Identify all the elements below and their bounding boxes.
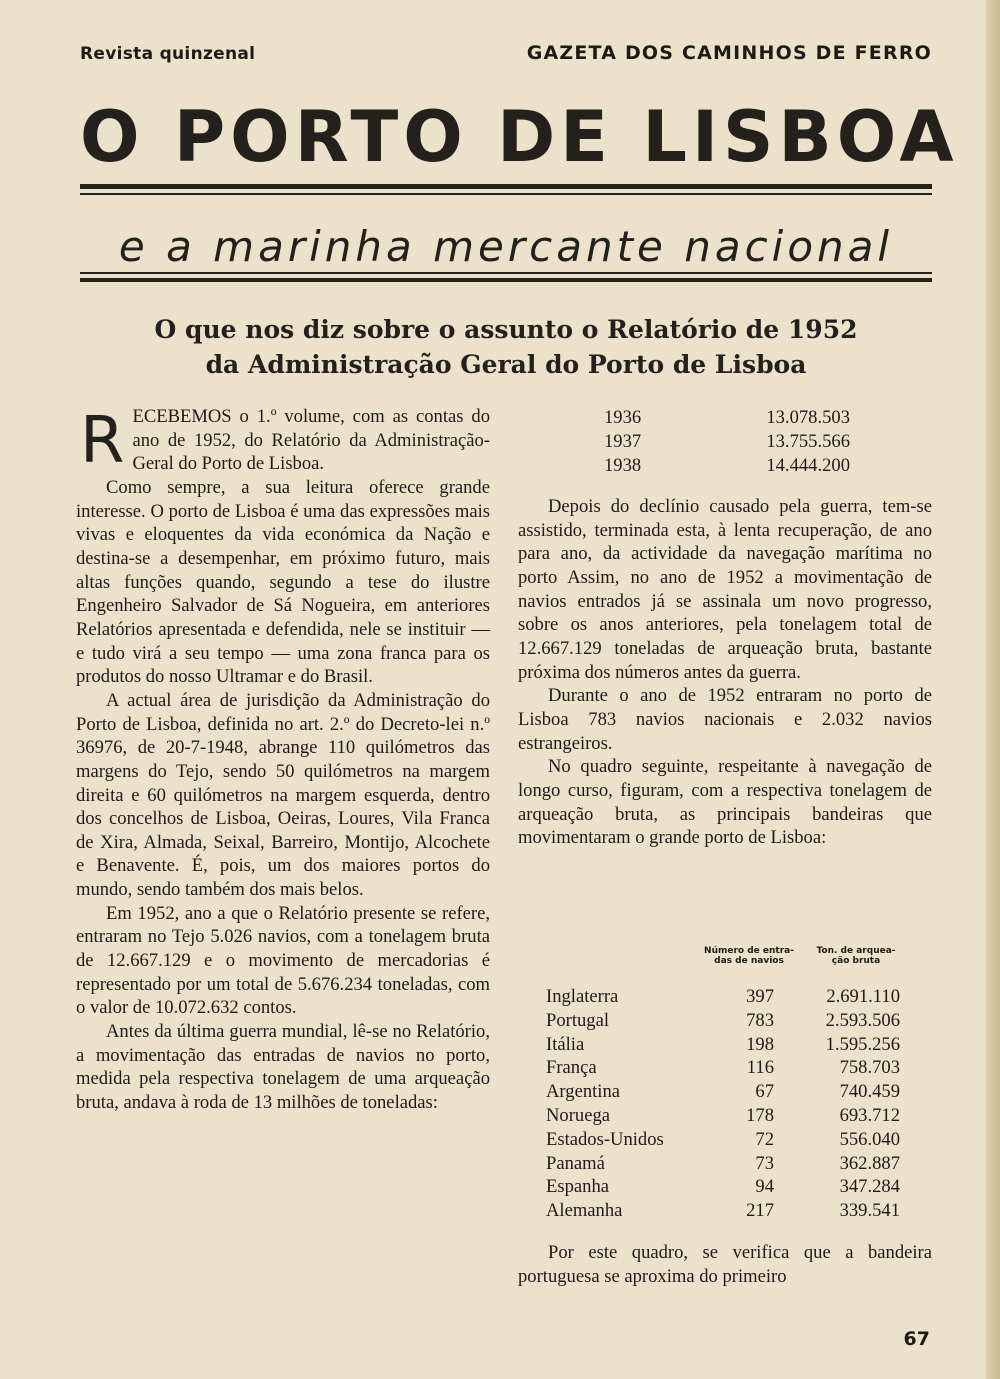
country-cell: Noruega [546,1104,611,1126]
table-row [546,1199,900,1223]
title-rule-thick [80,184,932,189]
table-row [546,985,900,1009]
tonnage-cell: 362.887 [839,1152,900,1174]
tonnage-cell: 13.755.566 [766,431,850,452]
table-row [546,1009,900,1033]
closing-text [518,1241,932,1288]
header-line: das de navios [714,956,784,966]
country-cell: Espanha [546,1176,609,1198]
drop-cap: R [80,404,125,478]
ships-cell: 73 [755,1152,774,1174]
header-ship-entries [700,946,798,966]
header-line: Número de entra- [704,946,794,956]
paragraph-recovery: Depois do declínio causado pela guerra, tem-se assistido, terminada esta, à lenta recuperação, de ano para ano, da actividade da navegação marítima no porto Assim, no ano de 1952 a movimentação de navios entrados já se assinala um novo progresso, sobre os anos anteriores, pela tonelagem total de 12.667.129 toneladas de arqueação bruta, bastante próxima dos números antes da guerra. [518,496,932,683]
header-gross-tonnage [806,946,906,966]
country-cell: Estados-Unidos [546,1128,664,1150]
title-rule-thin [80,193,932,195]
tonnage-cell: 740.459 [839,1081,900,1103]
tonnage-cell: 347.284 [839,1176,900,1198]
table-row [560,430,890,454]
tonnage-cell: 14.444.200 [766,455,850,476]
country-cell: Panamá [546,1152,605,1174]
country-cell: Alemanha [546,1200,623,1222]
country-cell: Portugal [546,1009,610,1031]
ships-cell: 217 [746,1200,774,1222]
paragraph-table-intro: No quadro seguinte, respeitante à navegação de longo curso, figuram, com a respectiva tonelagem de arqueação bruta, as principais bandeiras que movimentaram o grande porto de Lisboa: [518,756,932,849]
country-cell: Inglaterra [546,986,619,1007]
tonnage-cell: 556.040 [839,1128,900,1150]
publication-name: GAZETA DOS CAMINHOS DE FERRO [526,42,932,64]
paragraph-intro-text: ECEBEMOS o 1.º volume, com as contas do ano de 1952, do Relatório da Administração-Geral do Porto de Lisboa. [132,406,490,475]
tonnage-cell: 1.595.256 [825,1033,900,1055]
paragraph-1952-figures: Em 1952, ano a que o Relatório presente se refere, entraram no Tejo 5.026 navios, com a tonelagem bruta de 12.667.129 e o movimento de mercadorias é representado por um total de 5.676.234 toneladas, com o valor de 10.072.632 contos. [76,902,490,1019]
table-row [560,406,890,430]
country-cell: França [546,1057,597,1079]
flags-table [546,985,900,1223]
year-cell: 1937 [604,431,642,452]
table-row [546,1080,900,1104]
page-number: 67 [903,1328,930,1350]
table-row [546,1056,900,1080]
paragraph-prewar: Antes da última guerra mundial, lê-se no Relatório, a movimentação das entradas de navios no porto, medida pela respectiva tonelagem de uma arqueação bruta, andava à roda de 13 milhões de toneladas: [76,1021,490,1114]
header-line: ção bruta [831,956,881,966]
ships-cell: 94 [755,1176,774,1198]
ships-cell: 783 [746,1009,774,1031]
tonnage-cell: 693.712 [839,1104,900,1126]
year-cell: 1938 [604,455,642,476]
ships-cell: 178 [746,1104,774,1126]
right-column [518,495,932,850]
tonnage-cell: 339.541 [839,1200,900,1222]
tonnage-cell: 758.703 [839,1057,900,1079]
header-line: Ton. de arquea- [816,946,896,956]
table-row [546,1152,900,1176]
periodicity-label: Revista quinzenal [80,44,256,64]
paragraph-intro [76,405,490,476]
ships-cell: 67 [755,1081,774,1103]
article-title: O PORTO DE LISBOA [80,96,959,178]
article-lead [120,312,892,382]
tonnage-cell: 13.078.503 [766,407,850,428]
ships-cell: 72 [755,1128,774,1150]
left-column [76,405,490,1115]
table-row [546,1175,900,1199]
article-subtitle: e a marinha mercante nacional [118,222,894,271]
year-cell: 1936 [604,407,642,428]
ships-cell: 397 [746,986,774,1007]
paragraph-interest: Como sempre, a sua leitura oferece grande interesse. O porto de Lisboa é uma das expressões mais vivas e eloquentes da vida económica da Nação e destina-se a desempenhar, em próximo futuro, mais altas funções quando, segundo a tese do ilustre Engenheiro Salvador de Sá Nogueira, em anteriores Relatórios apresentada e defendida, nele se instituir — e tudo virá a seu tempo — uma zona franca para os produtos do nosso Ultramar e do Brasil. [76,476,490,688]
table-row [560,454,890,478]
table-row [546,1104,900,1128]
prewar-tonnage-table [560,406,890,478]
lead-line-2: da Administração Geral do Porto de Lisboa [205,350,807,379]
page-edge-shadow [986,0,1000,1379]
paragraph-jurisdiction: A actual área de jurisdição da Administração do Porto de Lisboa, definida no art. 2.º do Decreto-lei n.º 36976, de 20-7-1948, abrange 110 quilómetros das margens do Tejo, sendo 50 quilómetros na margem direita e 60 quilómetros na margem esquerda, dentro dos concelhos de Lisboa, Oeiras, Loures, Vila Franca de Xira, Almada, Seixal, Barreiro, Montijo, Alcochete e Benavente. É, pois, um dos maiores portos do mundo, sendo também dos mais belos. [76,689,490,901]
subtitle-rule-thin [80,272,932,274]
country-cell: Itália [546,1033,585,1055]
table-row [546,1128,900,1152]
paragraph-ship-counts: Durante o ano de 1952 entraram no porto de Lisboa 783 navios nacionais e 2.032 navios estrangeiros. [518,685,932,754]
lead-line-1: O que nos diz sobre o assunto o Relatório de 1952 [154,315,858,344]
table-row [546,1033,900,1057]
ships-cell: 198 [746,1033,774,1055]
paragraph-closing: Por este quadro, se verifica que a bandeira portuguesa se aproxima do primeiro [518,1242,932,1287]
tonnage-cell: 2.691.110 [826,986,900,1007]
subtitle-rule-thick [80,278,932,282]
country-cell: Argentina [546,1081,621,1103]
tonnage-cell: 2.593.506 [825,1009,900,1031]
ships-cell: 116 [746,1057,774,1079]
